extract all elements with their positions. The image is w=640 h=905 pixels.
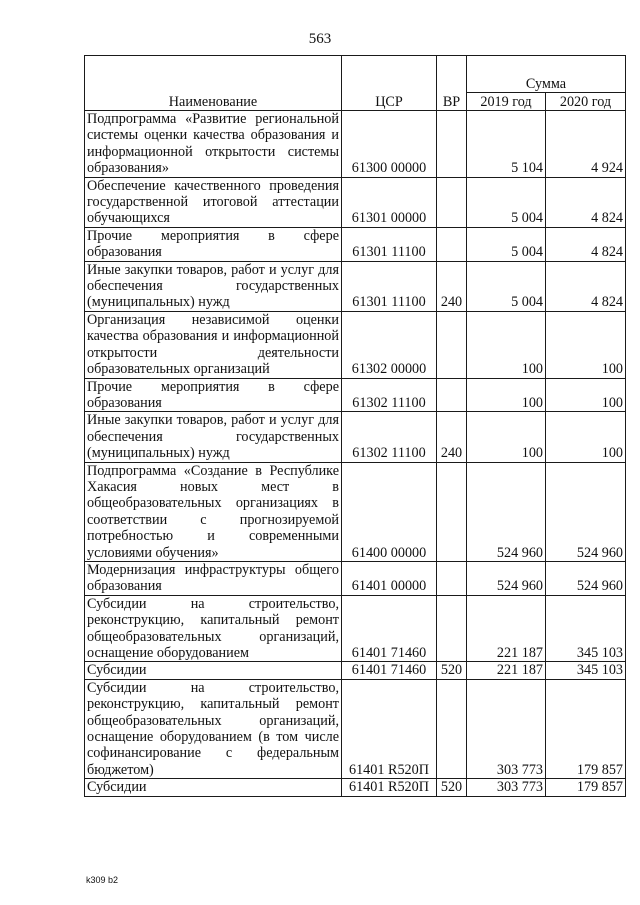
- row-sum-2019: 303 773: [467, 779, 546, 796]
- row-csr: 61301 00000: [342, 177, 437, 227]
- table-row: [85, 595, 626, 662]
- table-row: [85, 177, 626, 227]
- row-csr: 61301 11100: [342, 261, 437, 311]
- table-row: [85, 412, 626, 462]
- row-sum-2020: 179 857: [546, 679, 626, 778]
- row-vr: 520: [437, 662, 467, 679]
- row-sum-2020: 100: [546, 311, 626, 378]
- row-sum-2019: 221 187: [467, 662, 546, 679]
- table-row: [85, 561, 626, 595]
- row-sum-2019: 5 104: [467, 111, 546, 178]
- row-name: Обеспечение качественного проведения государственной итоговой аттестации обучающихся: [85, 177, 342, 227]
- row-name: Подпрограмма «Создание в Республике Хакасия новых мест в общеобразовательных организациях в соответствии с прогнозируемой потребностью и современными условиями обучения»: [85, 462, 342, 561]
- row-vr: [437, 462, 467, 561]
- row-vr: 240: [437, 261, 467, 311]
- table-body: [85, 111, 626, 797]
- row-vr: [437, 311, 467, 378]
- footer-code: k309 b2: [86, 875, 119, 885]
- row-vr: 240: [437, 412, 467, 462]
- row-sum-2019: 5 004: [467, 177, 546, 227]
- row-name: Модернизация инфраструктуры общего образования: [85, 561, 342, 595]
- row-csr: 61301 11100: [342, 227, 437, 261]
- row-sum-2019: 524 960: [467, 561, 546, 595]
- row-csr: 61401 R520П: [342, 779, 437, 796]
- row-sum-2020: 4 824: [546, 261, 626, 311]
- row-sum-2019: 5 004: [467, 261, 546, 311]
- header-csr: ЦСР: [342, 56, 437, 111]
- row-sum-2019: 5 004: [467, 227, 546, 261]
- row-name: Прочие мероприятия в сфере образования: [85, 378, 342, 412]
- row-sum-2020: 4 824: [546, 177, 626, 227]
- row-name: Субсидии на строительство, реконструкцию, капитальный ремонт общеобразовательных организаций, оснащение оборудованием: [85, 595, 342, 662]
- row-sum-2020: 524 960: [546, 561, 626, 595]
- row-csr: 61302 11100: [342, 412, 437, 462]
- row-sum-2020: 345 103: [546, 662, 626, 679]
- table-row: [85, 111, 626, 178]
- table-row: [85, 227, 626, 261]
- row-name: Субсидии на строительство, реконструкцию, капитальный ремонт общеобразовательных организаций, оснащение оборудованием (в том числе софинансирование с федеральным бюджетом): [85, 679, 342, 778]
- table-row: [85, 378, 626, 412]
- row-sum-2020: 4 924: [546, 111, 626, 178]
- row-sum-2019: 524 960: [467, 462, 546, 561]
- row-csr: 61302 00000: [342, 311, 437, 378]
- row-sum-2020: 100: [546, 378, 626, 412]
- row-sum-2020: 4 824: [546, 227, 626, 261]
- row-vr: [437, 561, 467, 595]
- header-row: [85, 56, 626, 93]
- row-csr: 61401 71460: [342, 662, 437, 679]
- row-vr: [437, 595, 467, 662]
- row-csr: 61401 R520П: [342, 679, 437, 778]
- row-sum-2020: 524 960: [546, 462, 626, 561]
- row-vr: [437, 679, 467, 778]
- row-csr: 61302 11100: [342, 378, 437, 412]
- table-row: [85, 779, 626, 796]
- header-vr: ВР: [437, 56, 467, 111]
- budget-table: [84, 55, 626, 797]
- table-row: [85, 462, 626, 561]
- row-sum-2020: 100: [546, 412, 626, 462]
- row-csr: 61400 00000: [342, 462, 437, 561]
- row-csr: 61300 00000: [342, 111, 437, 178]
- table-row: [85, 261, 626, 311]
- row-sum-2020: 345 103: [546, 595, 626, 662]
- row-name: Подпрограмма «Развитие региональной системы оценки качества образования и информационной открытости системы образования»: [85, 111, 342, 178]
- page-number: 563: [308, 31, 332, 47]
- row-sum-2019: 221 187: [467, 595, 546, 662]
- row-name: Прочие мероприятия в сфере образования: [85, 227, 342, 261]
- row-sum-2019: 100: [467, 378, 546, 412]
- row-sum-2019: 303 773: [467, 679, 546, 778]
- table-row: [85, 662, 626, 679]
- header-year-2019: 2019 год: [467, 93, 546, 111]
- row-sum-2020: 179 857: [546, 779, 626, 796]
- row-csr: 61401 71460: [342, 595, 437, 662]
- row-vr: [437, 227, 467, 261]
- row-vr: 520: [437, 779, 467, 796]
- row-vr: [437, 111, 467, 178]
- row-name: Иные закупки товаров, работ и услуг для обеспечения государственных (муниципальных) нужд: [85, 412, 342, 462]
- table-row: [85, 311, 626, 378]
- header-year-2020: 2020 год: [546, 93, 626, 111]
- header-sum: Сумма: [467, 56, 626, 93]
- row-csr: 61401 00000: [342, 561, 437, 595]
- row-sum-2019: 100: [467, 311, 546, 378]
- table-row: [85, 679, 626, 778]
- row-name: Организация независимой оценки качества образования и информационной открытости деятельности образовательных организаций: [85, 311, 342, 378]
- row-vr: [437, 378, 467, 412]
- row-name: Субсидии: [85, 662, 342, 679]
- row-vr: [437, 177, 467, 227]
- row-name: Субсидии: [85, 779, 342, 796]
- header-name: Наименование: [85, 56, 342, 111]
- row-name: Иные закупки товаров, работ и услуг для обеспечения государственных (муниципальных) нужд: [85, 261, 342, 311]
- row-sum-2019: 100: [467, 412, 546, 462]
